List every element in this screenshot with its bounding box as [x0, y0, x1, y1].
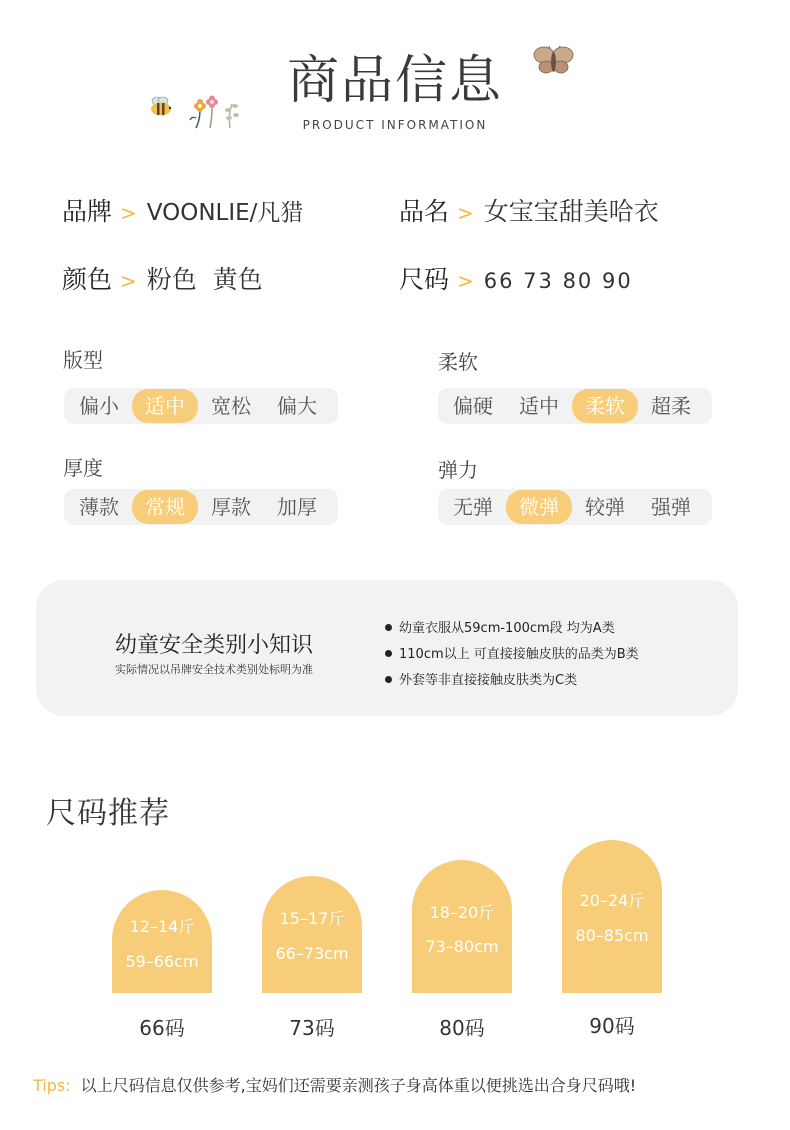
size-label-73: 73码: [289, 1016, 335, 1040]
butterfly-icon: [532, 40, 576, 80]
option-softness-1: 适中: [519, 394, 559, 418]
bee-icon: [150, 97, 176, 117]
chevron-right-icon: >: [457, 269, 474, 293]
tips-text: 以上尺码信息仅供参考,宝妈们还需要亲测孩子身高体重以便挑选出合身尺码哦!: [80, 1076, 637, 1095]
bullet-dot-icon: [385, 650, 392, 657]
chevron-right-icon: >: [120, 201, 137, 225]
safety-subtitle: 实际情况以吊牌安全技术类别处标明为准: [115, 663, 313, 676]
option-thickness-3: 加厚: [277, 495, 317, 519]
safety-title: 幼童安全类别小知识: [115, 633, 314, 658]
option-thickness-2: 厚款: [211, 495, 251, 519]
option-softness-3: 超柔: [651, 394, 691, 418]
size-weight: 15–17斤: [279, 909, 345, 928]
option-elasticity-1: 微弹: [506, 490, 572, 524]
size-value: 66 73 80 90: [483, 269, 633, 293]
size-card: [412, 860, 512, 993]
softness-title: 柔软: [438, 350, 478, 374]
page-subtitle: PRODUCT INFORMATION: [302, 118, 488, 132]
elasticity-selector: [438, 489, 712, 525]
option-softness-0: 偏硬: [453, 394, 493, 418]
color-label: 颜色: [62, 265, 113, 294]
size-height: 59–66cm: [125, 952, 199, 971]
size-card: [262, 876, 362, 993]
page-title: 商品信息: [286, 51, 503, 111]
safety-bullet: 110cm以上 可直接接触皮肤的品类为B类: [385, 643, 639, 662]
fit-title: 版型: [63, 348, 103, 372]
size-height: 80–85cm: [575, 926, 649, 945]
option-thickness-1: 常规: [132, 490, 198, 524]
option-thickness-0: 薄款: [79, 495, 119, 519]
size-height: 66–73cm: [275, 944, 349, 963]
size-label-90: 90码: [589, 1014, 635, 1038]
brand-value: VOONLIE/凡猎: [146, 200, 304, 226]
size-label: 尺码: [399, 265, 450, 294]
color-value: 粉色 黄色: [146, 265, 263, 294]
size-card: [112, 890, 212, 993]
option-elasticity-2: 较弹: [585, 495, 625, 519]
tips-prefix: Tips:: [33, 1076, 71, 1095]
size-weight: 20–24斤: [579, 891, 645, 910]
size-weight: 12–14斤: [129, 917, 195, 936]
option-softness-2: 柔软: [572, 389, 638, 423]
size-weight: 18–20斤: [429, 903, 495, 922]
safety-bullet: 幼童衣服从59cm-100cm段 均为A类: [385, 617, 615, 636]
option-elasticity-3: 强弹: [651, 495, 691, 519]
size-row: [399, 260, 633, 296]
size-label-80: 80码: [439, 1016, 485, 1040]
tips-line: [33, 1073, 636, 1096]
elasticity-title: 弹力: [438, 458, 478, 482]
option-fit-2: 宽松: [211, 394, 251, 418]
product-name-value: 女宝宝甜美哈衣: [483, 197, 659, 226]
option-fit-1: 适中: [132, 389, 198, 423]
brand-row: [62, 192, 303, 228]
bullet-dot-icon: [385, 676, 392, 683]
fit-selector: [64, 388, 338, 424]
chevron-right-icon: >: [120, 269, 137, 293]
thickness-selector: [64, 489, 338, 525]
size-recommend-title: 尺码推荐: [46, 796, 170, 831]
product-name-row: [399, 192, 659, 228]
option-elasticity-0: 无弹: [453, 495, 493, 519]
chevron-right-icon: >: [457, 201, 474, 225]
option-fit-0: 偏小: [79, 394, 119, 418]
size-card: [562, 840, 662, 993]
size-label-66: 66码: [139, 1016, 185, 1040]
thickness-title: 厚度: [63, 456, 103, 480]
product-name-label: 品名: [399, 197, 450, 226]
color-row: [62, 260, 263, 296]
option-fit-3: 偏大: [277, 394, 317, 418]
flowers-icon: [188, 96, 244, 130]
safety-bullet: 外套等非直接接触皮肤类为C类: [385, 669, 577, 688]
brand-label: 品牌: [62, 197, 113, 226]
bullet-dot-icon: [385, 624, 392, 631]
softness-selector: [438, 388, 712, 424]
size-height: 73–80cm: [425, 937, 499, 956]
